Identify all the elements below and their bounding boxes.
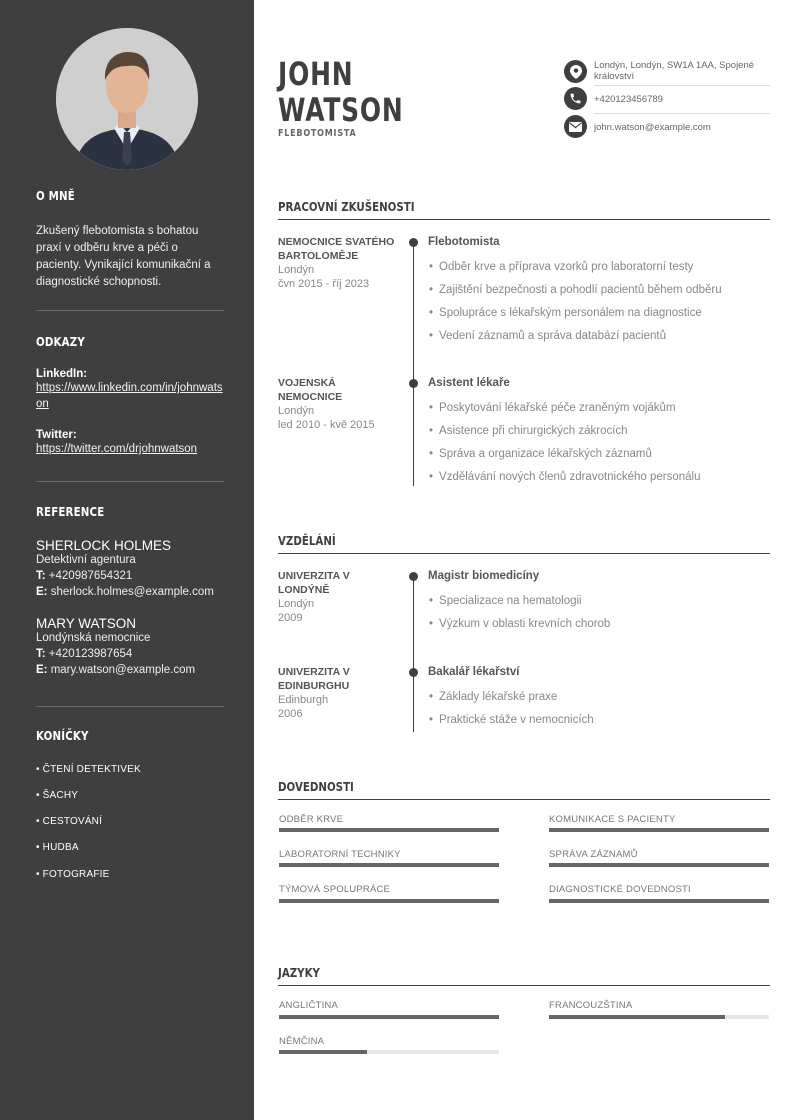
phone-text: +420123456789 [594,94,663,105]
skill-name: KOMUNIKACE S PACIENTY [549,814,676,825]
reference-phone: T: +420123987654 [36,648,133,660]
reference-company: Londýnská nemocnice [36,632,151,644]
bullet-item: • Správa a organizace lékařských záznamů [429,448,652,460]
timeline-line [413,240,414,486]
bullet-item: • Poskytování lékařské péče zraněným vojákům [429,402,676,414]
reference-item [36,538,224,600]
language-name: NĚMČINA [279,1036,325,1047]
bullet-item: • Vedení záznamů a správa databází pacientů [429,330,666,342]
language-bar [279,1050,499,1054]
name-last: WATSON [278,91,404,129]
employer: VOJENSKÁ NEMOCNICE [278,377,343,403]
divider [36,706,224,707]
hobby-item: • ŠACHY [36,790,79,801]
skill-name: SPRÁVA ZÁZNAMŮ [549,849,638,860]
skill-name: TÝMOVÁ SPOLUPRÁCE [279,884,391,895]
email-icon [564,115,587,138]
skill-bar [279,828,499,832]
name-first: JOHN [278,55,354,93]
education-title: VZDĚLÁNÍ [278,533,336,548]
reference-company: Detektivní agentura [36,554,136,566]
job-title: FLEBOTOMISTA [278,128,357,139]
skill-name: ODBĚR KRVE [279,814,344,825]
degree-title: Bakalář lékařství [428,666,520,678]
language-bar [279,1015,499,1019]
experience-entry-left [278,236,400,291]
twitter-link[interactable]: https://twitter.com/drjohnwatson [36,443,198,455]
bullet-item: • Základy lékařské praxe [429,691,557,703]
language-bar [549,1015,769,1019]
skill-bar-fill [549,828,769,832]
reference-email: E: sherlock.holmes@example.com [36,586,214,598]
experience-entry-left [278,377,400,432]
skill-name: LABORATORNÍ TECHNIKY [279,849,401,860]
bullet-item: • Vzdělávání nových členů zdravotnického personálu [429,471,701,483]
skill-bar [549,828,769,832]
about-text-wrap [36,223,224,291]
bullet-item: • Zajištění bezpečnosti a pohodlí pacientů během odběru [429,284,722,296]
skill-bar-fill [549,899,769,903]
hobby-item: • FOTOGRAFIE [36,869,110,880]
location: Londýn [278,264,315,276]
link-label: Twitter: [36,429,77,441]
education-entry-left [278,570,400,625]
employer: NEMOCNICE SVATÉHO BARTOLOMĚJE [278,236,395,262]
timeline-dot [409,572,418,581]
phone-icon [564,87,587,110]
education-entry-left [278,666,400,721]
timeline-dot [409,238,418,247]
year: 2009 [278,612,303,624]
skill-bar-fill [279,828,499,832]
references-section [36,504,224,519]
divider [36,481,224,482]
bullet-item: • Výzkum v oblasti krevních chorob [429,618,610,630]
skill-bar [549,899,769,903]
school: UNIVERZITA V EDINBURGHU [278,666,350,692]
dates: čvn 2015 - říj 2023 [278,278,370,290]
skill-bar-fill [279,863,499,867]
reference-phone: T: +420987654321 [36,570,133,582]
skill-bar-fill [549,863,769,867]
languages-title: JAZYKY [278,965,320,980]
hobby-item: • ČTENÍ DETEKTIVEK [36,764,141,775]
hobbies-title: KONÍČKY [36,728,89,743]
hobbies-list [36,764,224,894]
skills-title: DOVEDNOSTI [278,779,354,794]
about-title: O MNĚ [36,188,75,203]
section-rule [278,985,770,986]
role-title: Flebotomista [428,236,500,248]
timeline-dot [409,379,418,388]
profile-photo [56,28,198,170]
location-pin-icon [564,60,587,83]
reference-email: E: mary.watson@example.com [36,664,196,676]
timeline-line [413,574,414,732]
school: UNIVERZITA V LONDÝNĚ [278,570,350,596]
skill-bar [549,863,769,867]
bullet-item: • Praktické stáže v nemocnicích [429,714,594,726]
section-rule [278,219,770,220]
hobby-item: • CESTOVÁNÍ [36,816,103,827]
bullet-item: • Odběr krve a příprava vzorků pro laboratorní testy [429,261,693,273]
links-title: ODKAZY [36,334,85,349]
divider [594,85,770,86]
language-bar-fill [279,1015,499,1019]
email-text: john.watson@example.com [594,122,711,133]
skill-bar [279,863,499,867]
timeline-dot [409,668,418,677]
about-text: Zkušený flebotomista s bohatou praxí v odběru krve a péči o pacienty. Vynikající komunikační a diagnostické schopnosti. [36,225,211,288]
link-linkedin [36,368,224,412]
language-bar-fill [549,1015,725,1019]
about-section [36,188,224,203]
bullet-item: • Specializace na hematologii [429,595,582,607]
sidebar [0,0,254,1120]
location: Londýn [278,405,315,417]
address-text: Londýn, Londýn, SW1A 1AA, Spojené království [594,60,755,82]
skill-bar-fill [279,899,499,903]
dates: led 2010 - kvě 2015 [278,419,375,431]
section-rule [278,553,770,554]
references-title: REFERENCE [36,504,105,519]
skill-name: DIAGNOSTICKÉ DOVEDNOSTI [549,884,691,895]
section-rule [278,799,770,800]
reference-item [36,616,224,678]
bullet-item: • Asistence při chirurgických zákrocích [429,425,628,437]
language-name: FRANCOUZŠTINA [549,1000,633,1011]
divider [36,310,224,311]
linkedin-link[interactable]: https://www.linkedin.com/in/johnwatson [36,382,223,410]
year: 2006 [278,708,303,720]
experience-title: PRACOVNÍ ZKUŠENOSTI [278,199,415,214]
language-name: ANGLIČTINA [279,1000,339,1011]
person-name [278,56,404,128]
role-title: Asistent lékaře [428,377,510,389]
bullet-item: • Spolupráce s lékařským personálem na diagnostice [429,307,702,319]
language-bar-fill [279,1050,367,1054]
links-section [36,334,224,349]
reference-name: SHERLOCK HOLMES [36,538,172,553]
reference-name: MARY WATSON [36,616,137,631]
skill-bar [279,899,499,903]
link-label: LinkedIn: [36,368,88,380]
location: Londýn [278,598,315,610]
divider [594,113,770,114]
link-twitter [36,429,224,457]
hobbies-section [36,728,224,743]
location: Edinburgh [278,694,329,706]
degree-title: Magistr biomedicíny [428,570,540,582]
hobby-item: • HUDBA [36,842,79,853]
